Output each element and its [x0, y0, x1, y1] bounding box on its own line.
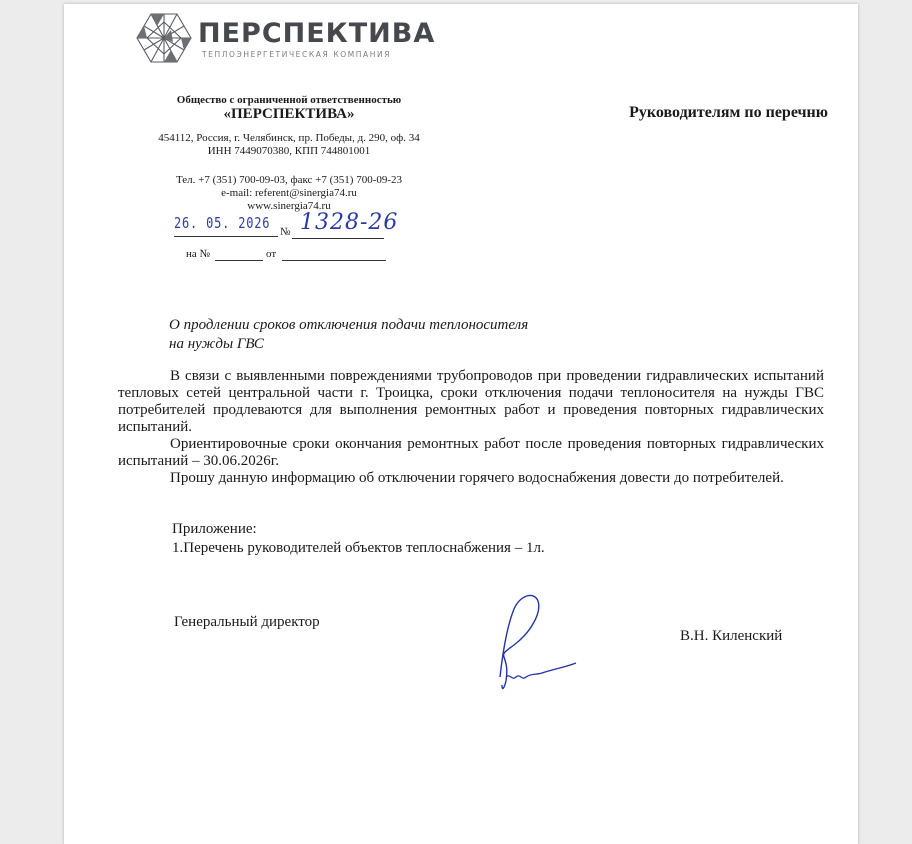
date-underline	[174, 236, 278, 237]
reply-number-label: на №	[186, 248, 211, 260]
signatory-role: Генеральный директор	[174, 614, 320, 630]
company-logo-tagline: ТЕПЛОЭНЕРГЕТИЧЕСКАЯ КОМПАНИЯ	[202, 50, 392, 59]
reply-date-label: от	[266, 248, 277, 260]
appendix-item: 1.Перечень руководителей объектов теплоснабжения – 1л.	[172, 540, 545, 556]
company-address: 454112, Россия, г. Челябинск, пр. Победы, д. 290, оф. 34	[158, 132, 420, 144]
addressee: Руководителям по перечню	[629, 104, 828, 121]
letter-body	[118, 368, 824, 487]
signatory-name: В.Н. Киленский	[680, 628, 783, 644]
letter-page	[64, 4, 858, 844]
reply-date-line	[282, 260, 386, 261]
registration-number-label: №	[280, 226, 291, 238]
registration-number: 1328-26	[300, 210, 399, 235]
handwritten-signature	[492, 589, 592, 699]
subject-line-1: О продлении сроков отключения подачи теплоносителя	[169, 317, 529, 333]
company-logo-name: ПЕРСПЕКТИВА	[198, 18, 436, 49]
company-email: e-mail: referent@sinergia74.ru	[221, 187, 357, 199]
body-paragraph: Ориентировочные сроки окончания ремонтных работ после проведения повторных гидравлических испытаний – 30.06.2026г.	[118, 436, 824, 469]
company-legal-form: Общество с ограниченной ответственностью	[176, 94, 402, 106]
subject-line-2: на нужды ГВС	[169, 336, 264, 352]
appendix-title: Приложение:	[172, 521, 257, 537]
appendix	[172, 520, 545, 558]
reply-number-line	[215, 260, 263, 261]
company-logo-icon	[135, 12, 193, 64]
body-paragraph: Прошу данную информацию об отключении горячего водоснабжения довести до потребителей.	[170, 470, 784, 486]
number-underline	[292, 238, 384, 239]
company-tax-ids: ИНН 7449070380, КПП 744801001	[207, 145, 371, 157]
company-name: «ПЕРСПЕКТИВА»	[223, 106, 355, 122]
company-phone-fax: Тел. +7 (351) 700-09-03, факс +7 (351) 700-09-23	[175, 174, 403, 186]
body-paragraph: В связи с выявленными повреждениями трубопроводов при проведении гидравлических испытаний тепловых сетей центральной части г. Троицка, сроки отключения подачи теплоносителя на нужды ГВС потребителей продлеваются для выполнения ремонтных работ и проведения повторных гидравлических испытаний.	[118, 368, 824, 435]
letter-subject	[169, 316, 669, 354]
company-website: www.sinergia74.ru	[247, 200, 331, 212]
registration-date-stamp: 26. 05. 2026	[174, 214, 271, 232]
